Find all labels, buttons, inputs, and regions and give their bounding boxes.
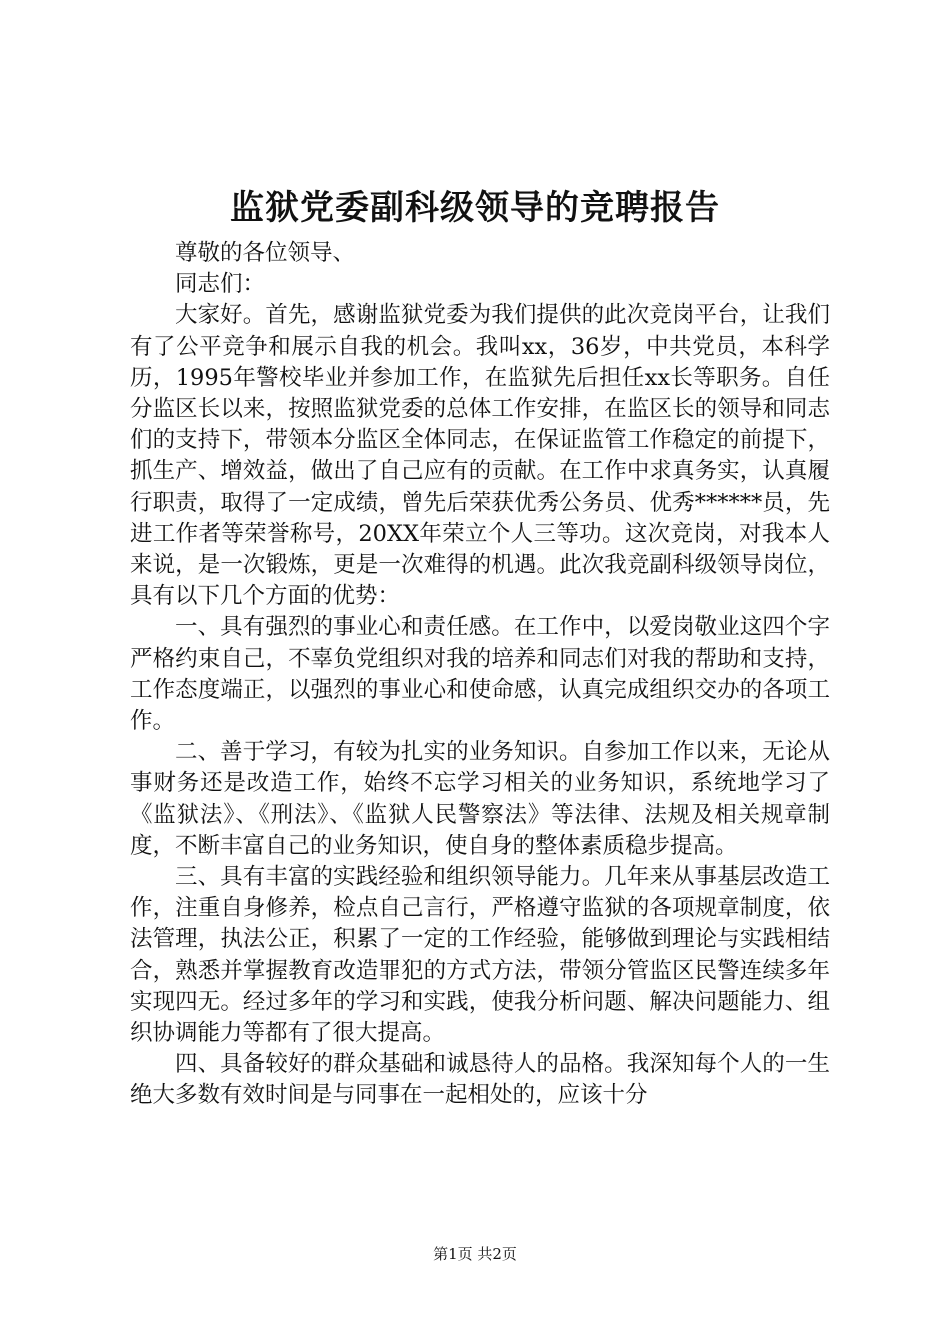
page-footer: 第1页 共2页	[433, 1245, 517, 1263]
salutation-line: 同志们：	[175, 271, 266, 298]
salutation-line: 尊敬的各位领导、	[175, 240, 356, 266]
document-body	[130, 238, 830, 1112]
document-title: 监狱党委副科级领导的竞聘报告	[230, 188, 720, 228]
body-paragraph: 大家好。首先，感谢监狱党委为我们提供的此次竞岗平台，让我们有了公平竞争和展示自我的机会。我叫xx，36岁，中共党员，本科学历，1995年警校毕业并参加工作，在监狱先后担任xx长等职务。自任分监区长以来，按照监狱党委的总体工作安排，在监区长的领导和同志们的支持下，带领本分监区全体同志，在保证监管工作稳定的前提下，抓生产、增效益，做出了自己应有的贡献。在工作中求真务实，认真履行职责，取得了一定成绩，曾先后荣获优秀公务员、优秀******员，先进工作者等荣誉称号，20XX年荣立个人三等功。这次竞岗，对我本人来说，是一次锻炼，更是一次难得的机遇。此次我竞副科级领导岗位，具有以下几个方面的优势：	[130, 302, 830, 610]
body-paragraph: 二、善于学习，有较为扎实的业务知识。自参加工作以来，无论从事财务还是改造工作，始终不忘学习相关的业务知识，系统地学习了《监狱法》、《刑法》、《监狱人民警察法》等法律、法规及相关规章制度，不断丰富自己的业务知识，使自身的整体素质稳步提高。	[130, 739, 830, 859]
body-paragraph: 四、具备较好的群众基础和诚恳待人的品格。我深知每个人的一生绝大多数有效时间是与同事在一起相处的，应该十分	[130, 1051, 830, 1109]
body-paragraph: 三、具有丰富的实践经验和组织领导能力。几年来从事基层改造工作，注重自身修养，检点自己言行，严格遵守监狱的各项规章制度，依法管理，执法公正，积累了一定的工作经验，能够做到理论与实践相结合，熟悉并掌握教育改造罪犯的方式方法，带领分管监区民警连续多年实现四无。经过多年的学习和实践，使我分析问题、解决问题能力、组织协调能力等都有了很大提高。	[130, 864, 830, 1047]
body-paragraph: 一、具有强烈的事业心和责任感。在工作中，以爱岗敬业这四个字严格约束自己，不辜负党组织对我的培养和同志们对我的帮助和支持，工作态度端正，以强烈的事业心和使命感，认真完成组织交办的各项工作。	[130, 614, 830, 735]
